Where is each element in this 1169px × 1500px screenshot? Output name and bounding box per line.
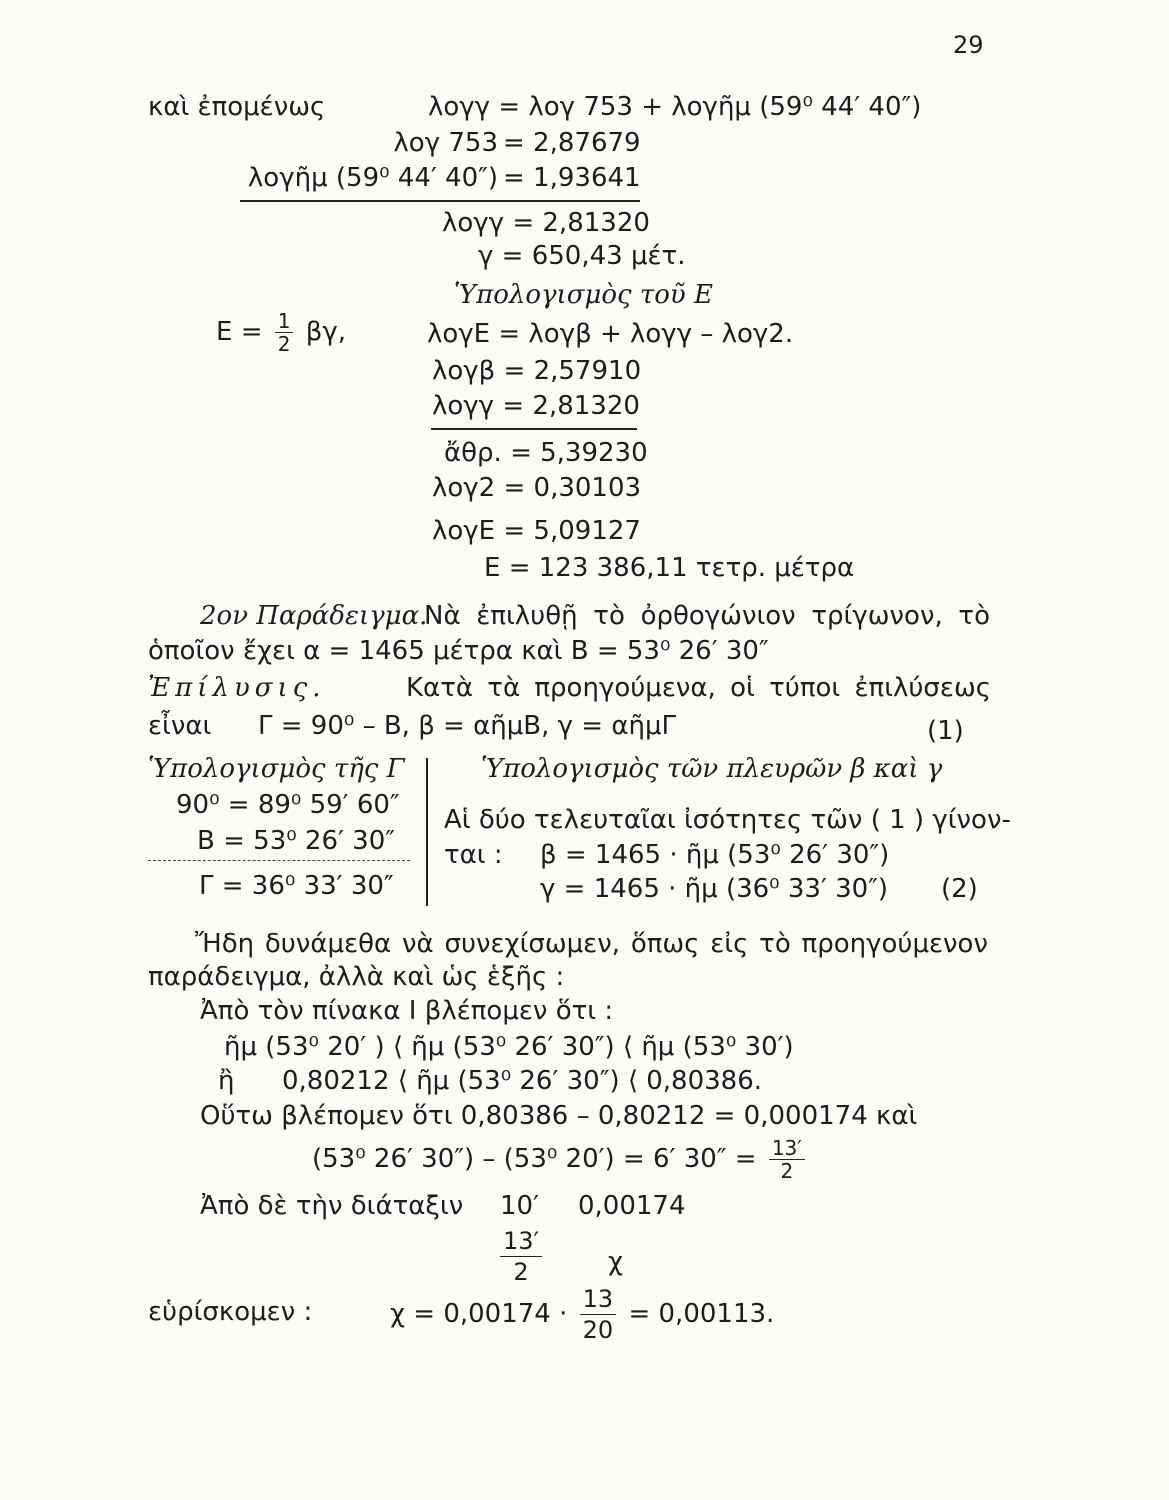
right-col-line-1: Αἱ δύο τελευταῖαι ἰσότητες τῶν ( 1 ) γίνον-	[444, 805, 1011, 835]
or-label: ἢ	[218, 1066, 235, 1096]
equation-tag-2: (2)	[941, 874, 978, 904]
fraction-numerator: 13′	[769, 1137, 805, 1160]
fraction-13-over-2-b	[500, 1226, 542, 1287]
log-area-formula: λογΕ = λογβ + λογγ – λογ2.	[427, 319, 794, 349]
left-col-line-2: Β = 53⁰ 26′ 30″	[197, 826, 395, 856]
right-col-heading: Ὑπολογισμὸς τῶν πλευρῶν β καὶ γ	[481, 754, 943, 784]
sum-rule-2	[431, 428, 637, 430]
area-formula-right: βγ,	[305, 317, 346, 347]
sine-inequality: ῆμ (53⁰ 20′ ) ⟨ ῆμ (53⁰ 26′ 30″) ⟨ ῆμ (53⁰ 30′)	[224, 1032, 794, 1062]
gamma-result: γ = 650,43 μέτ.	[478, 241, 686, 271]
final-lead: εὑρίσκομεν :	[148, 1297, 313, 1327]
fraction-13-over-2	[769, 1137, 805, 1182]
sum-rule	[240, 200, 640, 202]
para-line-1: Ἤδη δυνάμεθα νὰ συνεχίσωμεν, ὅπως εἰς τὸ προηγούμενον	[195, 929, 988, 959]
equation-tag-1: (1)	[927, 716, 964, 746]
solution-label: Ἐπίλυσις.	[148, 673, 326, 703]
fraction-numerator: 1	[275, 310, 294, 333]
fraction-numerator: 13	[580, 1284, 617, 1315]
fraction-13-over-20	[580, 1284, 617, 1345]
section-heading-E: Ὑπολογισμὸς τοῦ Ε	[454, 280, 713, 310]
fraction-denominator: 2	[780, 1159, 794, 1183]
proportion-a2: 0,00174	[578, 1191, 686, 1221]
right-col-line-3: γ = 1465 · ῆμ (36⁰ 33′ 30″)	[540, 874, 889, 904]
fraction-numerator: 13′	[500, 1226, 542, 1257]
area-formula-left: Ε =	[216, 317, 263, 347]
area-formula	[216, 310, 346, 358]
log-area-line: λογΕ = 5,09127	[432, 516, 641, 546]
left-col-heading: Ὑπολογισμὸς τῆς Γ	[148, 754, 405, 784]
fraction-denominator: 2	[513, 1258, 529, 1286]
log-sine-value: = 1,93641	[503, 163, 641, 193]
difference-line: Οὕτω βλέπομεν ὅτι 0,80386 – 0,80212 = 0,000174 καὶ	[200, 1101, 918, 1131]
lead-text: καὶ ἐπομένως	[148, 92, 326, 122]
proportion-b1	[496, 1226, 546, 1286]
para-line-2: παράδειγμα, ἀλλὰ καὶ ὡς ἑξῆς :	[148, 962, 565, 992]
fraction-denominator: 20	[582, 1316, 614, 1344]
log-753-value: = 2,87679	[503, 128, 641, 158]
fraction-half	[275, 310, 294, 355]
column-divider	[426, 758, 428, 906]
log-sine-label: λογῆμ (59⁰ 44′ 40″)	[247, 163, 498, 193]
log-gamma-line: λογγ = 2,81320	[432, 391, 640, 421]
para-line-3: Ἀπὸ τὸν πίνακα Ι βλέπομεν ὅτι :	[200, 996, 614, 1026]
sum-line: ἄθρ. = 5,39230	[444, 438, 648, 468]
proportion-x: χ	[608, 1247, 624, 1277]
solution-eiai: εἶναι	[148, 711, 212, 741]
log-gamma-result: λογγ = 2,81320	[442, 208, 650, 238]
proportion-a1: 10′	[500, 1191, 539, 1221]
example-2-text-1: Νὰ ἐπιλυθῇ τὸ ὀρθογώνιον τρίγωνον, τὸ	[424, 601, 990, 631]
solution-formulas: Γ = 90⁰ – Β, β = αῆμΒ, γ = αῆμΓ	[258, 711, 676, 741]
value-inequality: 0,80212 ⟨ ῆμ (53⁰ 26′ 30″) ⟨ 0,80386.	[282, 1066, 763, 1096]
page-number: 29	[953, 31, 984, 59]
equation-log-gamma: λογγ = λογ 753 + λογῆμ (59⁰ 44′ 40″)	[428, 92, 922, 122]
fraction-denominator: 2	[277, 332, 291, 356]
final-left: χ = 0,00174 ·	[390, 1299, 568, 1329]
right-col-line-2b: β = 1465 · ῆμ (53⁰ 26′ 30″)	[540, 840, 890, 870]
left-col-rule	[148, 860, 410, 861]
right-col-line-2a: ται :	[444, 840, 503, 870]
example-2-title: 2ον Παράδειγμα.	[200, 601, 428, 631]
log-beta-line: λογβ = 2,57910	[432, 356, 642, 386]
final-right: = 0,00113.	[628, 1299, 775, 1329]
final-equation	[390, 1284, 775, 1344]
angle-difference-line	[312, 1137, 809, 1185]
log-2-line: λογ2 = 0,30103	[432, 473, 642, 503]
proportion-lead: Ἀπὸ δὲ τὴν διάταξιν	[200, 1191, 464, 1221]
log-753-label: λογ 753	[393, 128, 498, 158]
left-col-line-1: 90⁰ = 89⁰ 59′ 60″	[176, 790, 400, 820]
example-2-text-2: ὁποῖον ἔχει α = 1465 μέτρα καὶ Β = 53⁰ 26′ 30″	[148, 636, 769, 666]
angle-difference-text: (53⁰ 26′ 30″) – (53⁰ 20′) = 6′ 30″ =	[312, 1144, 757, 1174]
solution-text-1: Κατὰ τὰ προηγούμενα, οἱ τύποι ἐπιλύσεως	[406, 673, 991, 703]
left-col-line-3: Γ = 36⁰ 33′ 30″	[199, 871, 394, 901]
area-result: Ε = 123 386,11 τετρ. μέτρα	[484, 553, 855, 583]
